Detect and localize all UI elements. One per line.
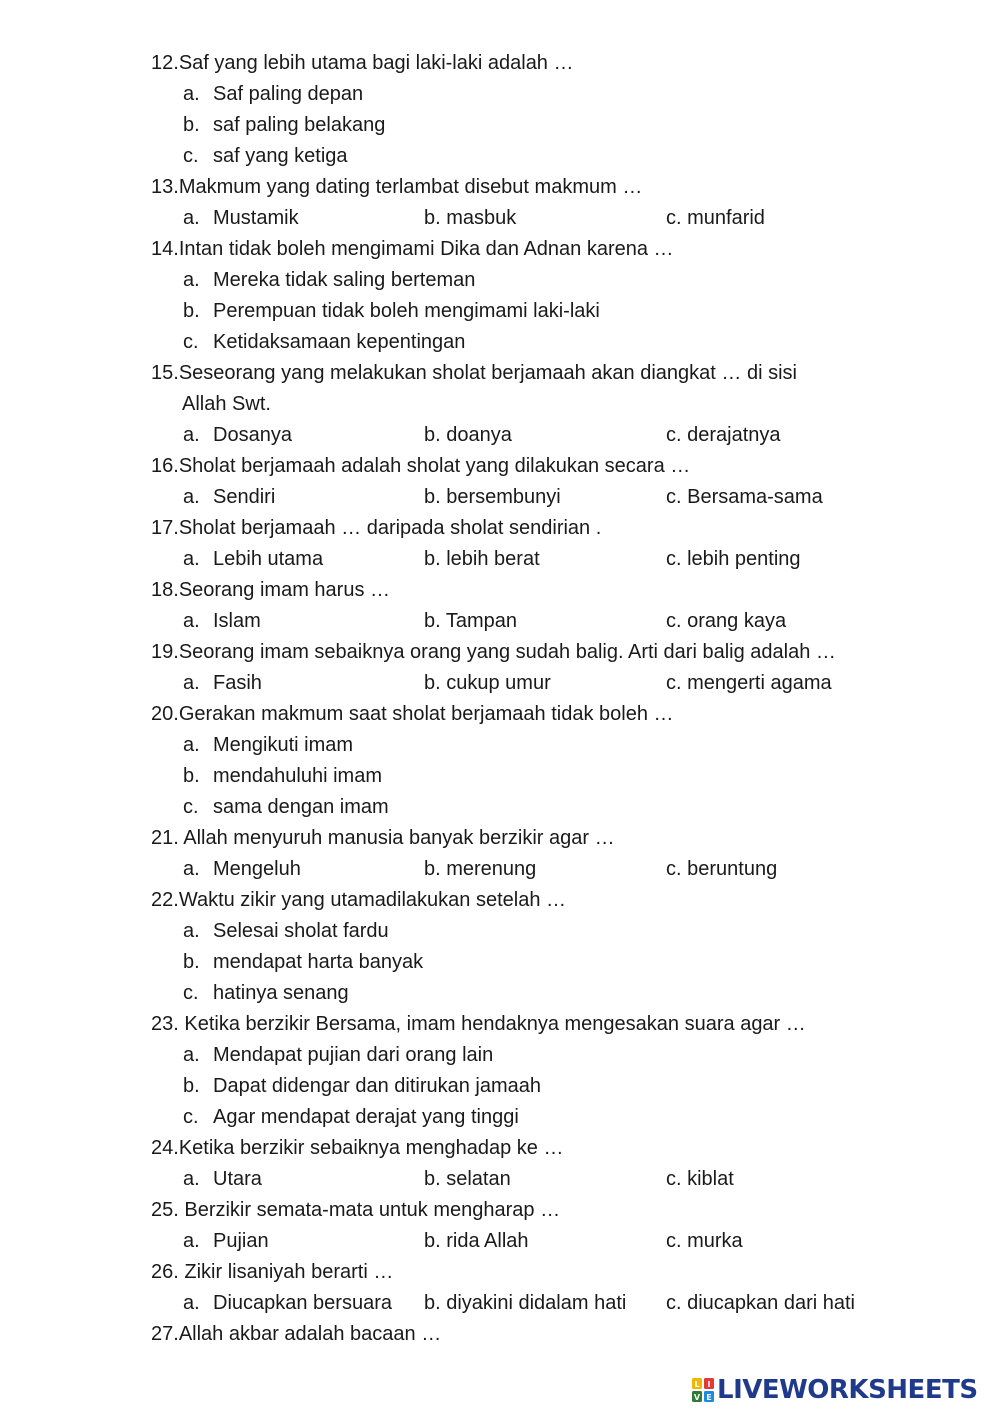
question-line	[0, 1195, 1000, 1226]
option-letter: a.	[183, 858, 200, 880]
question-text: Sholat berjamaah adalah sholat yang dilakukan secara …	[178, 455, 691, 477]
answer-option	[424, 1226, 529, 1257]
option-letter: c.	[183, 982, 199, 1004]
option-text: c. murka	[666, 1230, 743, 1252]
option-letter: b.	[183, 114, 200, 136]
option-text: Mustamik	[213, 207, 299, 229]
answer-option	[666, 420, 781, 451]
question-line	[0, 1009, 1000, 1040]
liveworksheets-brand	[692, 1374, 978, 1406]
option-text: b. selatan	[424, 1168, 511, 1190]
question-number: 13.	[151, 176, 179, 198]
option-row	[0, 420, 1000, 451]
question-number: 23.	[151, 1013, 179, 1035]
question-text: Ketika berzikir sebaiknya menghadap ke …	[178, 1137, 564, 1159]
answer-option	[424, 1164, 511, 1195]
question-number: 25.	[151, 1199, 179, 1221]
option-text: Dosanya	[213, 424, 292, 446]
question-number: 12.	[151, 52, 179, 74]
answer-option-line	[0, 327, 1000, 358]
answer-option	[666, 1226, 743, 1257]
option-letter: a.	[183, 424, 200, 446]
question-line	[0, 48, 1000, 79]
liveworksheets-logo-icon	[692, 1378, 714, 1402]
option-letter: a.	[183, 672, 200, 694]
option-text: Selesai sholat fardu	[213, 920, 389, 942]
option-text: b. bersembunyi	[424, 486, 561, 508]
question-number: 17.	[151, 517, 179, 539]
question-text: Allah menyuruh manusia banyak berzikir agar …	[178, 827, 615, 849]
option-text: c. kiblat	[666, 1168, 734, 1190]
question-text: Ketika berzikir Bersama, imam hendaknya mengesakan suara agar …	[178, 1013, 806, 1035]
answer-option	[666, 854, 777, 885]
option-text: c. munfarid	[666, 207, 765, 229]
option-row	[0, 544, 1000, 575]
option-letter: a.	[183, 920, 200, 942]
answer-option	[666, 1164, 734, 1195]
option-letter: b.	[183, 1075, 200, 1097]
question-line	[0, 451, 1000, 482]
answer-option-line	[0, 296, 1000, 327]
question-text: Berzikir semata-mata untuk mengharap …	[178, 1199, 561, 1221]
question-line	[0, 358, 1000, 389]
question-text: Seorang imam harus …	[178, 579, 391, 601]
option-letter: c.	[183, 1106, 199, 1128]
option-text: b. Tampan	[424, 610, 518, 632]
option-letter: a.	[183, 1168, 200, 1190]
option-letter: a.	[183, 548, 200, 570]
option-text: Diucapkan bersuara	[213, 1292, 392, 1314]
answer-option	[424, 668, 551, 699]
question-number: 15.	[151, 362, 179, 384]
option-text: Islam	[213, 610, 261, 632]
brand-name: LIVEWORKSHEETS	[717, 1375, 978, 1405]
answer-option	[666, 544, 801, 575]
option-letter: a.	[183, 1230, 200, 1252]
option-text: Mereka tidak saling berteman	[213, 269, 476, 291]
answer-option	[424, 544, 540, 575]
answer-option-line	[0, 947, 1000, 978]
svg-text:I: I	[707, 1380, 711, 1389]
option-letter: a.	[183, 83, 200, 105]
option-text: Fasih	[213, 672, 262, 694]
answer-option	[666, 1288, 855, 1319]
option-text: b. lebih berat	[424, 548, 540, 570]
option-letter: b.	[183, 300, 200, 322]
option-text: b. doanya	[424, 424, 512, 446]
question-line	[0, 699, 1000, 730]
answer-option	[666, 606, 786, 637]
question-text: Saf yang lebih utama bagi laki-laki adalah …	[178, 52, 574, 74]
option-text: b. rida Allah	[424, 1230, 529, 1252]
question-text: Seseorang yang melakukan sholat berjamaah akan diangkat … di sisi	[178, 362, 797, 384]
question-line	[0, 885, 1000, 916]
option-letter: a.	[183, 734, 200, 756]
answer-option	[666, 668, 832, 699]
option-row	[0, 854, 1000, 885]
option-text: Utara	[213, 1168, 262, 1190]
answer-option	[424, 606, 517, 637]
option-letter: a.	[183, 1044, 200, 1066]
answer-option	[666, 482, 823, 513]
option-text: Lebih utama	[213, 548, 324, 570]
option-letter: b.	[183, 765, 200, 787]
question-number: 16.	[151, 455, 179, 477]
answer-option-line	[0, 761, 1000, 792]
answer-option-line	[0, 792, 1000, 823]
option-text: c. derajatnya	[666, 424, 781, 446]
answer-option-line	[0, 79, 1000, 110]
option-text: b. cukup umur	[424, 672, 551, 694]
answer-option-line	[0, 978, 1000, 1009]
question-text: Seorang imam sebaiknya orang yang sudah balig. Arti dari balig adalah …	[178, 641, 836, 663]
option-text: b. diyakini didalam hati	[424, 1292, 627, 1314]
option-row	[0, 203, 1000, 234]
option-row	[0, 1164, 1000, 1195]
option-row	[0, 1288, 1000, 1319]
answer-option	[424, 482, 561, 513]
answer-option-line	[0, 1040, 1000, 1071]
question-text: Makmum yang dating terlambat disebut makmum …	[178, 176, 643, 198]
option-text: sama dengan imam	[213, 796, 389, 818]
option-letter: c.	[183, 796, 199, 818]
option-text: Ketidaksamaan kepentingan	[213, 331, 466, 353]
answer-option-line	[0, 1071, 1000, 1102]
option-text: c. mengerti agama	[666, 672, 832, 694]
answer-option-line	[0, 916, 1000, 947]
option-text: Agar mendapat derajat yang tinggi	[213, 1106, 519, 1128]
answer-option	[424, 203, 516, 234]
option-text: Sendiri	[213, 486, 276, 508]
option-text: Saf paling depan	[213, 83, 364, 105]
option-text: Mengeluh	[213, 858, 301, 880]
option-letter: a.	[183, 1292, 200, 1314]
question-text: Intan tidak boleh mengimami Dika dan Adnan karena …	[178, 238, 674, 260]
answer-option-line	[0, 730, 1000, 761]
answer-option-line	[0, 141, 1000, 172]
option-text: saf yang ketiga	[213, 145, 348, 167]
option-text: b. masbuk	[424, 207, 517, 229]
question-number: 24.	[151, 1137, 179, 1159]
answer-option-line	[0, 1102, 1000, 1133]
question-line	[0, 513, 1000, 544]
svg-text:V: V	[693, 1393, 701, 1402]
question-text: Sholat berjamaah … daripada sholat sendirian .	[178, 517, 602, 539]
question-text: Allah akbar adalah bacaan …	[178, 1323, 442, 1345]
question-text: Waktu zikir yang utamadilakukan setelah …	[178, 889, 567, 911]
option-letter: a.	[183, 207, 200, 229]
option-letter: c.	[183, 145, 199, 167]
option-row	[0, 1226, 1000, 1257]
answer-option-line	[0, 110, 1000, 141]
answer-option	[424, 854, 536, 885]
question-number: 19.	[151, 641, 179, 663]
answer-option	[424, 1288, 626, 1319]
option-letter: a.	[183, 269, 200, 291]
option-text: Perempuan tidak boleh mengimami laki-laki	[213, 300, 600, 322]
option-text: c. lebih penting	[666, 548, 801, 570]
question-number: 27.	[151, 1323, 179, 1345]
option-text: c. diucapkan dari hati	[666, 1292, 856, 1314]
question-line	[0, 823, 1000, 854]
question-line	[0, 1257, 1000, 1288]
question-text-continuation: Allah Swt.	[182, 393, 271, 415]
answer-option	[424, 420, 512, 451]
svg-text:E: E	[706, 1393, 712, 1402]
option-row	[0, 606, 1000, 637]
question-number: 26.	[151, 1261, 179, 1283]
option-text: b. merenung	[424, 858, 537, 880]
option-text: mendapat harta banyak	[213, 951, 424, 973]
option-text: mendahuluhi imam	[213, 765, 382, 787]
option-text: hatinya senang	[213, 982, 349, 1004]
question-number: 14.	[151, 238, 179, 260]
question-number: 21.	[151, 827, 179, 849]
option-row	[0, 482, 1000, 513]
option-text: saf paling belakang	[213, 114, 386, 136]
option-text: c. orang kaya	[666, 610, 787, 632]
option-letter: a.	[183, 610, 200, 632]
option-text: Dapat didengar dan ditirukan jamaah	[213, 1075, 541, 1097]
option-letter: a.	[183, 486, 200, 508]
question-number: 18.	[151, 579, 179, 601]
question-number: 22.	[151, 889, 179, 911]
answer-option	[666, 203, 765, 234]
question-line	[0, 1133, 1000, 1164]
option-text: c. Bersama-sama	[666, 486, 823, 508]
option-letter: c.	[183, 331, 199, 353]
answer-option-line	[0, 265, 1000, 296]
option-text: Mengikuti imam	[213, 734, 354, 756]
question-line	[0, 234, 1000, 265]
option-letter: b.	[183, 951, 200, 973]
question-text: Zikir lisaniyah berarti …	[178, 1261, 394, 1283]
option-text: c. beruntung	[666, 858, 778, 880]
question-line	[0, 1319, 1000, 1350]
question-line	[0, 575, 1000, 606]
option-text: Mendapat pujian dari orang lain	[213, 1044, 494, 1066]
question-line	[0, 637, 1000, 668]
worksheet-page	[0, 48, 1000, 1350]
svg-text:L: L	[694, 1380, 700, 1389]
question-number: 20.	[151, 703, 179, 725]
question-text: Gerakan makmum saat sholat berjamaah tidak boleh …	[178, 703, 674, 725]
option-row	[0, 668, 1000, 699]
option-text: Pujian	[213, 1230, 269, 1252]
question-line	[0, 172, 1000, 203]
